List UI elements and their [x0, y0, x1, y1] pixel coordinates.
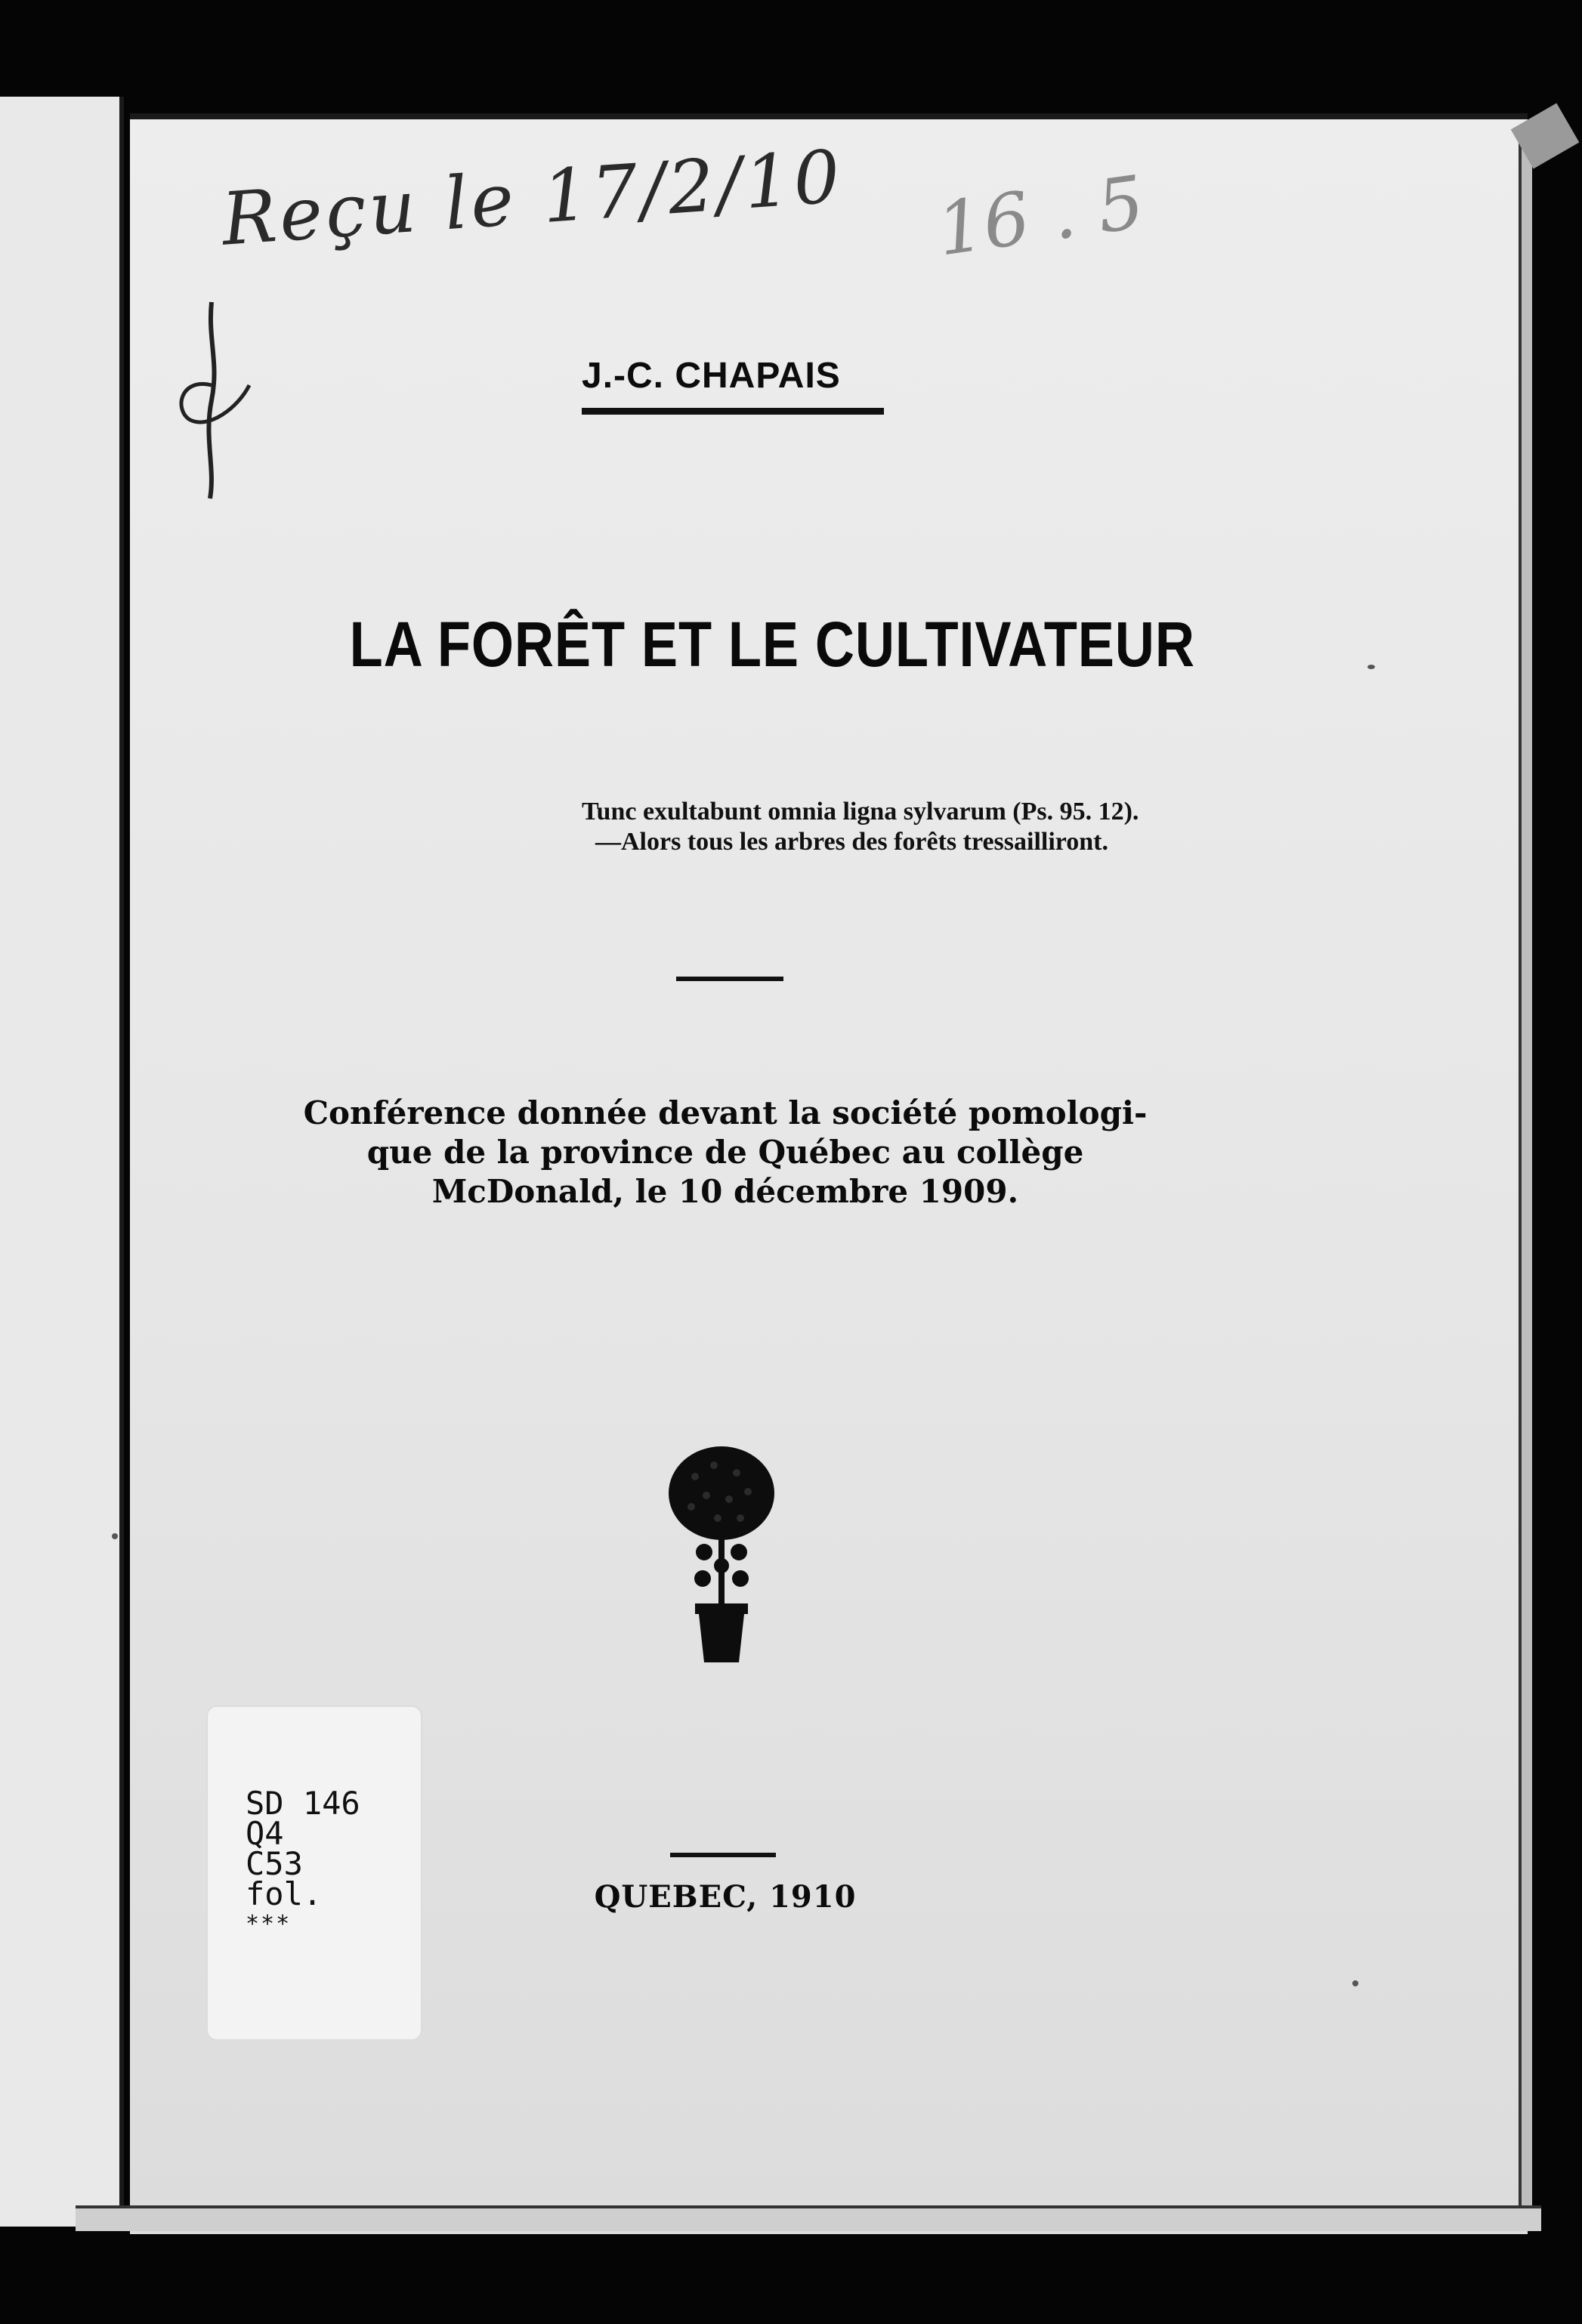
- epigraph-french: —Alors tous les arbres des forêts tressailliront.: [595, 828, 1108, 856]
- epigraph-latin: Tunc exultabunt omnia ligna sylvarum (Ps. 95. 12).: [582, 798, 1139, 826]
- call-number-line: SD 146: [246, 1785, 360, 1822]
- section-divider: [676, 977, 783, 981]
- library-call-number-label: [208, 1707, 421, 2039]
- call-number-line: C53: [246, 1845, 303, 1882]
- potted-tree-icon: [665, 1439, 778, 1665]
- binding-edge: [0, 97, 124, 2227]
- imprint-divider: [670, 1853, 776, 1857]
- call-number-line: fol.: [246, 1875, 323, 1912]
- scan-speck: [1367, 665, 1375, 669]
- call-number-line: Q4: [246, 1815, 284, 1852]
- author-underline: [582, 408, 884, 415]
- author-name: J.-C. CHAPAIS: [582, 356, 841, 396]
- handwritten-flourish-icon: [166, 295, 272, 506]
- book-title: LA FORÊT ET LE CULTIVATEUR: [349, 609, 1195, 680]
- page-edge-bottom: [76, 2205, 1541, 2231]
- conference-line-2: que de la province de Québec au collège: [366, 1134, 1084, 1171]
- conference-note: [272, 1094, 1179, 1211]
- page-edge-right: [1519, 128, 1532, 2205]
- imprint: QUEBEC, 1910: [594, 1879, 857, 1915]
- scan-speck: [1352, 1980, 1358, 1986]
- call-number-line: ***: [246, 1911, 292, 1937]
- conference-line-1: Conférence donnée devant la société pomologi-: [303, 1094, 1148, 1131]
- conference-line-3: McDonald, le 10 décembre 1909.: [431, 1173, 1019, 1210]
- scan-speck: [112, 1533, 118, 1539]
- handwritten-received-note: Reçu le 17/2/10: [219, 134, 846, 262]
- handwritten-faint-note: 16 . 5: [932, 159, 1150, 273]
- epigraph: [582, 797, 1201, 857]
